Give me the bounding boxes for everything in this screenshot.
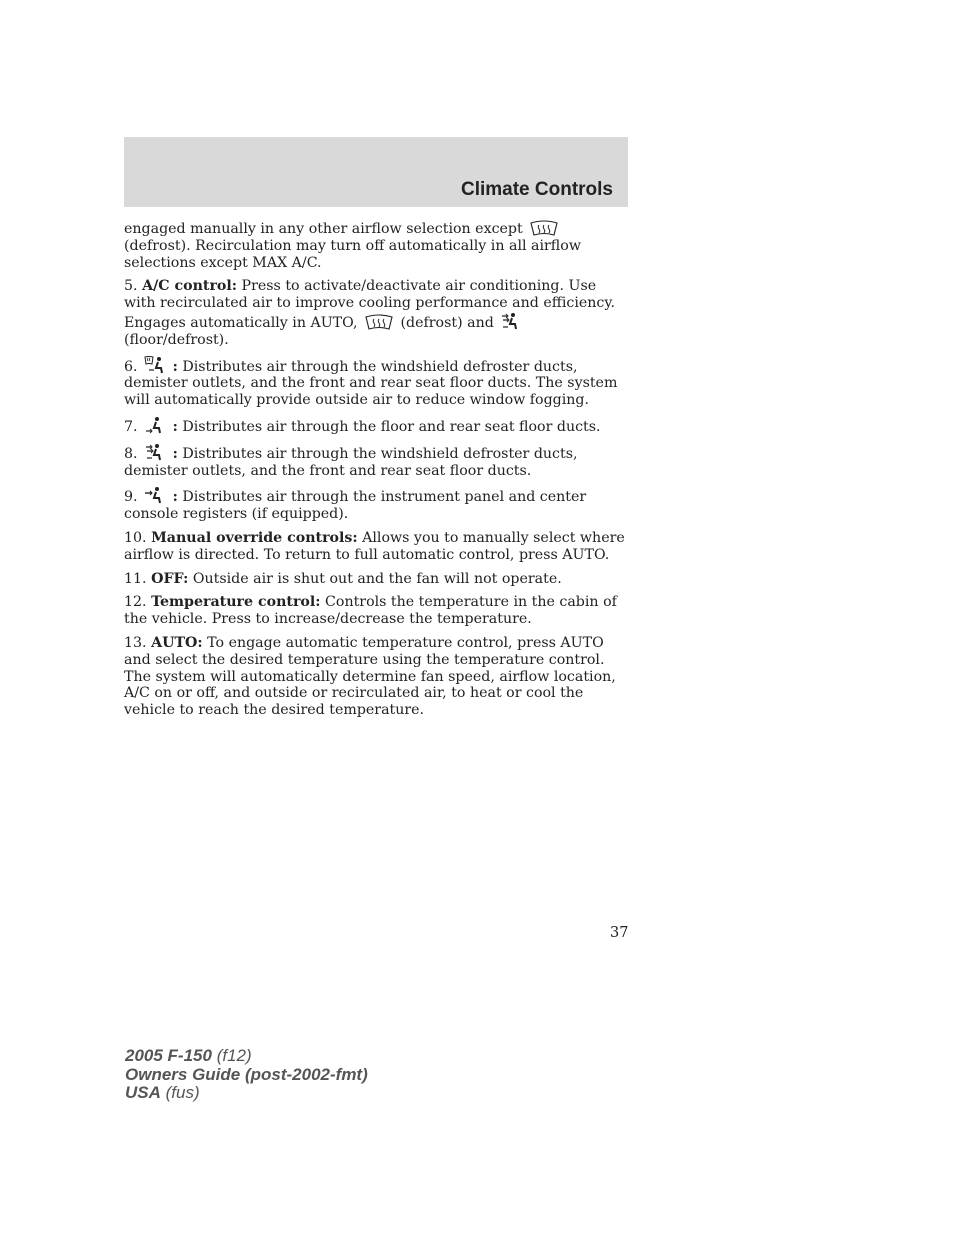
defrost-floor-icon <box>144 356 166 374</box>
temperature-control-label: Temperature control: <box>151 594 321 611</box>
paragraph-off: 11. OFF: Outside air is shut out and the fan will not operate. <box>124 570 562 587</box>
floor-icon <box>144 416 166 434</box>
paragraph-auto: 13. AUTO: To engage automatic temperature control, press AUTO and select the desired temperature using the temperature control. The system will automatically determine fan speed, airflow location, A/C on or off, and outside or recirculated air, to heat or cool the vehicle to reach the desired temperature. <box>124 634 616 719</box>
paragraph-item-9: 9. : Distributes air through the instrument panel and center console registers (if equipped). <box>124 486 630 523</box>
paragraph-manual-override: 10. Manual override controls: Allows you to manually select where airflow is directed. To return to full automatic control, press AUTO. <box>124 529 625 563</box>
page-content <box>124 220 630 726</box>
page-number: 37 <box>610 925 629 941</box>
floor-defrost-icon <box>500 312 522 330</box>
floor-defrost-icon <box>144 443 166 461</box>
windshield-defrost-icon <box>529 220 559 236</box>
paragraph-item-7: 7. : Distributes air through the floor and rear seat floor ducts. <box>124 416 630 436</box>
paragraph-recirculation: engaged manually in any other airflow selection except (defrost). Recirculation may turn off automatically in all airflow selections except MAX A/C. <box>124 221 581 271</box>
paragraph-item-6: 6. : Distributes air through the windshield defroster ducts, demister outlets, and the front and rear seat floor ducts. The system will automatically provide outside air to reduce window fogging. <box>124 356 630 409</box>
footer-line-2: Owners Guide (post-2002-fmt) <box>125 1064 368 1084</box>
off-label: OFF: <box>151 570 189 587</box>
paragraph-ac-control: 5. A/C control: Press to activate/deactivate air conditioning. Use with recirculated air to improve cooling performance and efficiency. Engages automatically in AUTO, (defrost) and (floor/defrost). <box>124 278 615 348</box>
panel-vent-icon <box>144 486 166 504</box>
section-title: Climate Controls <box>460 179 613 200</box>
header-band <box>124 137 628 207</box>
auto-label: AUTO: <box>151 634 203 651</box>
windshield-defrost-icon <box>364 314 394 330</box>
manual-override-label: Manual override controls: <box>151 529 358 546</box>
footer-line-1: 2005 F-150 (f12) <box>125 1046 252 1065</box>
paragraph-item-8: 8. : Distributes air through the windshield defroster ducts, demister outlets, and the front and rear seat floor ducts. <box>124 443 630 480</box>
footer-line-3: USA (fus) <box>125 1083 200 1102</box>
ac-control-label: A/C control: <box>142 278 238 295</box>
document-footer <box>125 1047 368 1103</box>
paragraph-temperature-control: 12. Temperature control: Controls the temperature in the cabin of the vehicle. Press to increase/decrease the temperature. <box>124 594 617 628</box>
